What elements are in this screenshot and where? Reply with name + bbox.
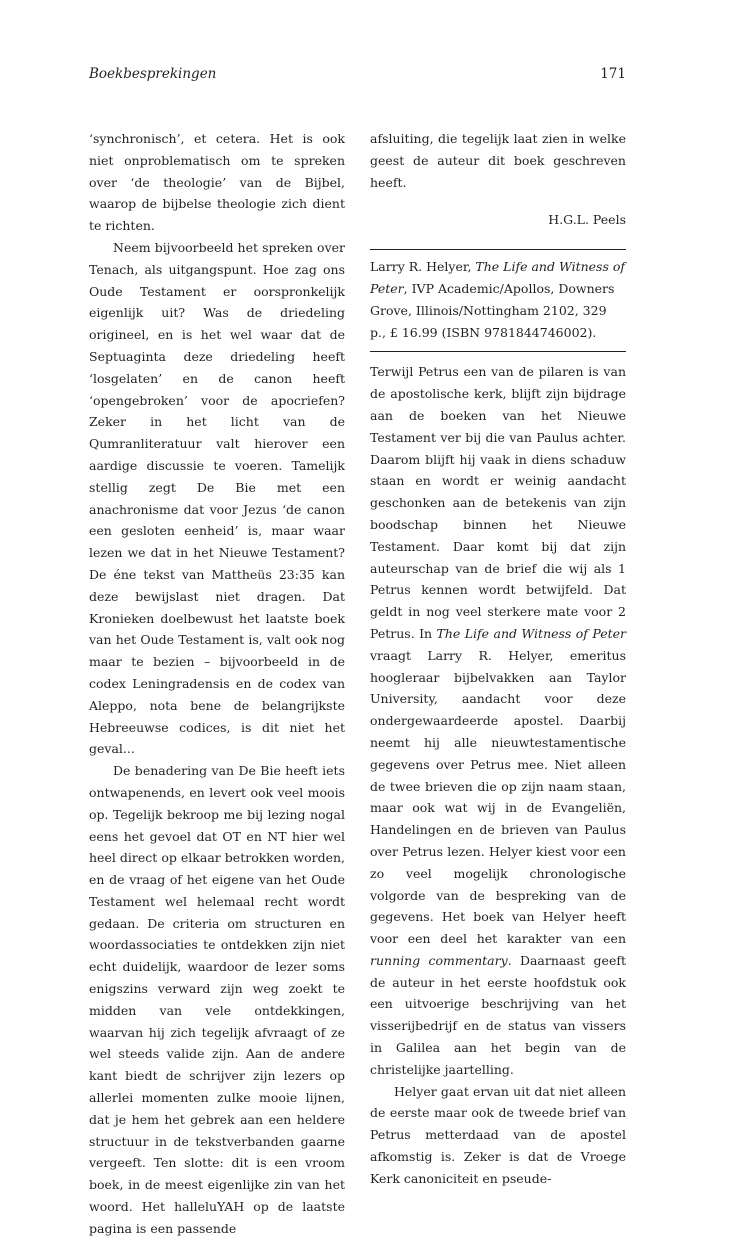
paragraph bbox=[370, 361, 626, 1080]
running-head: Boekbesprekingen bbox=[89, 66, 217, 82]
paragraph: Neem bijvoorbeeld het spreken over Tenach, als uitgangspunt. Hoe zag ons Oude Testament er oorspronkelijk eigenlijk uit? Was de driedeling origineel, en is het wel waar dat de Septuaginta deze driedeling heeft ‘losgelaten’ en de canon heeft ‘opengebroken’ voor de apocriefen? Zeker in het licht van de Qumranliteratuur valt hierover een aardige discussie te voeren. Tamelijk stellig zegt De Bie met een anachronisme dat voor Jezus ‘de canon een gesloten eenheid’ is, maar waar lezen we dat in het Nieuwe Testament? De éne tekst van Mattheüs 23:35 kan deze bewijslast niet dragen. Dat Kronieken doelbewust het laatste boek van het Oude Testament is, valt ook nog maar te bezien – bijvoorbeeld in de codex Leningradensis en de codex van Aleppo, nota bene de belangrijkste Hebreeuwse codices, is dit niet het geval... bbox=[89, 239, 345, 757]
left-column bbox=[89, 128, 345, 1240]
paragraph: De benadering van De Bie heeft iets ontwapenends, en levert ook veel moois op. Tegelijk bekroop me bij lezing nogal eens het gevoel dat OT en NT hier wel heel direct op elkaar betrokken worden, en de vraag of het eigene van het Oude Testament wel helemaal recht wordt gedaan. De criteria om structuren en woordassociaties te ontdekken zijn niet echt duidelijk, waardoor de lezer soms enigszins verward zijn weg zoekt te midden van vele ontdekkingen, waarvan hij zich tegelijk afvraagt of ze wel steeds valide zijn. Aan de andere kant biedt de schrijver zijn lezers op allerlei momenten zulke mooie lijnen, dat je hem het gebrek aan een heldere structuur in de tekstverbanden gaarne vergeeft. Ten slotte: dit is een vroom boek, in de meest eigenlijke zin van het woord. Het halleluYAH op de laatste pagina is een passende bbox=[89, 763, 345, 1236]
text-run: . Daarnaast geeft de auteur in het eerste hoofdstuk ook een uitvoerige beschrijving van het visserijbedrijf en de status van vissers in Galilea aan het begin van de christelijke jaartelling. bbox=[370, 952, 626, 1077]
text-run: Terwijl Petrus een van de pilaren is van de apostolische kerk, blijft zijn bijdrage aan de boeken van het Nieuwe Testament ver bij die van Paulus achter. Daarom blijft hij vaak in diens schaduw staan en wordt er weinig aandacht geschonken aan de betekenis van zijn boodschap binnen het Nieuwe Testament. Daar komt bij dat zijn auteurschap van de brief die wij als 1 Petrus kennen wordt betwijfeld. Dat geldt in nog veel sterkere mate voor 2 Petrus. In bbox=[370, 364, 626, 641]
italic-term: running commentary bbox=[370, 952, 508, 968]
page-header bbox=[89, 66, 626, 88]
book-title: The Life and Witness of Peter bbox=[370, 259, 625, 296]
page-number: 171 bbox=[600, 66, 626, 82]
book-author: Larry R. Helyer, bbox=[370, 259, 476, 275]
paragraph: afsluiting, die tegelijk laat zien in welke geest de auteur dit boek geschreven heeft. bbox=[370, 131, 626, 190]
section-divider bbox=[370, 249, 626, 250]
book-reference bbox=[370, 256, 626, 343]
right-column bbox=[370, 128, 626, 1190]
text-run: vraagt Larry R. Helyer, emeritus hoogleraar bijbelvakken aan Taylor University, aandacht voor deze ondergewaardeerde apostel. Daarbij neemt hij alle nieuwtestamentische gegevens over Petrus mee. Niet alleen de twee brieven die op zijn naam staan, maar ook wat wij in de Evangeliën, Handelingen en de brieven van Paulus over Petrus lezen. Helyer kiest voor een zo veel mogelijk chronologische volgorde van de bespreking van de gegevens. Het boek van Helyer heeft voor een deel het karakter van een bbox=[370, 647, 626, 947]
paragraph: Helyer gaat ervan uit dat niet alleen de eerste maar ook de tweede brief van Petrus metterdaad van de apostel afkomstig is. Zeker is dat de Vroege Kerk canoniciteit en pseude- bbox=[370, 1083, 626, 1186]
book-details: , IVP Academic/Apollos, Downers Grove, Illinois/Nottingham 2102, 329 p., £ 16.99 (ISBN 9781844746002). bbox=[370, 280, 615, 340]
reviewer-signature: H.G.L. Peels bbox=[548, 212, 626, 228]
book-title-inline: The Life and Witness of Peter bbox=[436, 625, 626, 641]
section-divider bbox=[370, 351, 626, 352]
paragraph: ‘synchronisch’, et cetera. Het is ook niet onproblematisch om te spreken over ‘de theologie’ van de Bijbel, waarop de bijbelse theologie zich dient te richten. bbox=[89, 131, 345, 234]
